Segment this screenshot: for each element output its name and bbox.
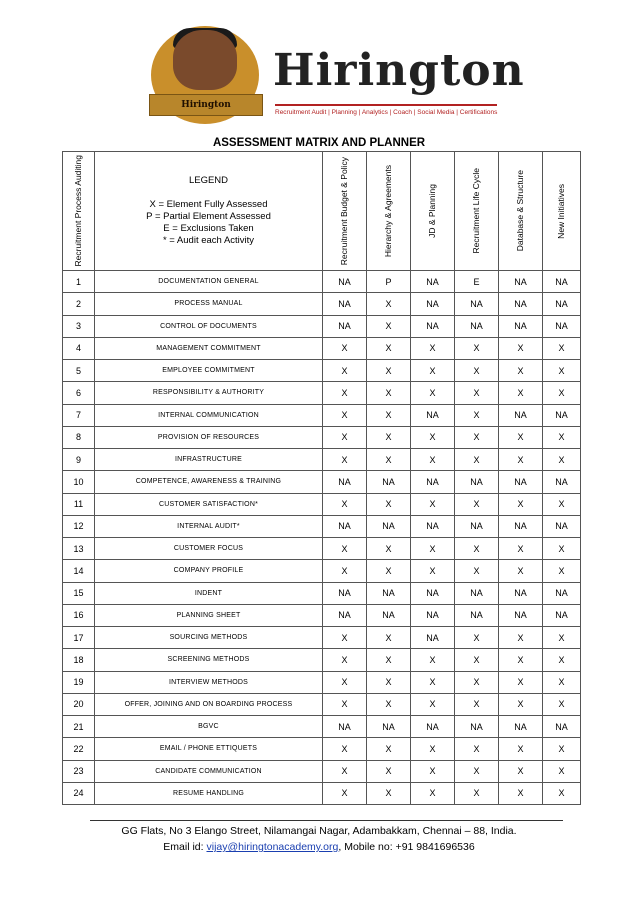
activity-name: PLANNING SHEET [95, 604, 323, 626]
assessment-cell: NA [323, 604, 367, 626]
assessment-cell: NA [455, 293, 499, 315]
assessment-cell: NA [455, 515, 499, 537]
assessment-cell: NA [323, 293, 367, 315]
table-row [63, 560, 581, 582]
row-number: 9 [63, 449, 95, 471]
row-number: 21 [63, 716, 95, 738]
assessment-cell: X [543, 671, 581, 693]
assessment-cell: NA [367, 716, 411, 738]
assessment-cell: X [411, 382, 455, 404]
assessment-cell: X [411, 782, 455, 804]
assessment-cell: X [367, 693, 411, 715]
table-row [63, 293, 581, 315]
legend-line: P = Partial Element Assessed [146, 211, 271, 222]
assessment-cell: X [323, 426, 367, 448]
footer-email-link[interactable]: vijay@hiringtonacademy.org [206, 841, 339, 853]
assessment-cell: X [367, 538, 411, 560]
assessment-cell: X [411, 337, 455, 359]
assessment-cell: X [411, 493, 455, 515]
row-number: 2 [63, 293, 95, 315]
activity-name: RESPONSIBILITY & AUTHORITY [95, 382, 323, 404]
table-row [63, 360, 581, 382]
column-header [323, 152, 367, 271]
assessment-cell: X [367, 760, 411, 782]
assessment-cell: X [367, 404, 411, 426]
table-row [63, 738, 581, 760]
assessment-cell: E [455, 271, 499, 293]
assessment-cell: X [455, 493, 499, 515]
assessment-cell: X [543, 360, 581, 382]
row-number: 5 [63, 360, 95, 382]
assessment-cell: X [367, 627, 411, 649]
assessment-cell: X [411, 360, 455, 382]
assessment-cell: NA [411, 716, 455, 738]
assessment-cell: X [367, 449, 411, 471]
assessment-cell: NA [323, 716, 367, 738]
table-row [63, 604, 581, 626]
table-row [63, 426, 581, 448]
assessment-cell: X [367, 671, 411, 693]
assessment-cell: NA [455, 471, 499, 493]
assessment-cell: NA [411, 471, 455, 493]
assessment-cell: NA [499, 293, 543, 315]
assessment-cell: NA [411, 582, 455, 604]
assessment-cell: X [411, 560, 455, 582]
table-row [63, 538, 581, 560]
row-number: 6 [63, 382, 95, 404]
column-header-label: Hierarchy & Agreements [383, 164, 393, 258]
assessment-cell: X [499, 538, 543, 560]
table-row [63, 582, 581, 604]
assessment-cell: X [455, 627, 499, 649]
assessment-cell: NA [411, 604, 455, 626]
assessment-cell: X [411, 693, 455, 715]
assessment-cell: NA [499, 404, 543, 426]
logo-tagline: Recruitment Audit | Planning | Analytics | Coach | Social Media | Certifications [275, 109, 498, 116]
column-header [543, 152, 581, 271]
row-number: 8 [63, 426, 95, 448]
assessment-cell: NA [543, 293, 581, 315]
assessment-cell: X [323, 693, 367, 715]
assessment-cell: X [543, 627, 581, 649]
row-number: 4 [63, 337, 95, 359]
assessment-cell: X [323, 738, 367, 760]
assessment-cell: NA [367, 515, 411, 537]
table-row [63, 716, 581, 738]
activity-name: INFRASTRUCTURE [95, 449, 323, 471]
assessment-cell: X [543, 382, 581, 404]
assessment-cell: X [323, 760, 367, 782]
corner-header-label: Recruitment Process Auditing [73, 155, 83, 267]
table-row [63, 271, 581, 293]
table-row [63, 515, 581, 537]
assessment-cell: X [455, 449, 499, 471]
assessment-cell: X [367, 738, 411, 760]
assessment-cell: X [499, 360, 543, 382]
assessment-cell: X [323, 493, 367, 515]
assessment-cell: X [543, 693, 581, 715]
matrix-body [63, 271, 581, 805]
assessment-cell: X [411, 671, 455, 693]
table-row [63, 493, 581, 515]
activity-name: EMAIL / PHONE ETTIQUETS [95, 738, 323, 760]
row-number: 3 [63, 315, 95, 337]
assessment-cell: X [323, 627, 367, 649]
column-header [499, 152, 543, 271]
assessment-cell: X [543, 560, 581, 582]
activity-name: INTERNAL AUDIT* [95, 515, 323, 537]
activity-name: INTERVIEW METHODS [95, 671, 323, 693]
assessment-matrix [62, 151, 581, 805]
assessment-cell: X [543, 426, 581, 448]
assessment-cell: X [411, 738, 455, 760]
row-number: 7 [63, 404, 95, 426]
table-row [63, 671, 581, 693]
document-title: ASSESSMENT MATRIX AND PLANNER [212, 137, 426, 149]
assessment-cell: NA [499, 604, 543, 626]
assessment-cell: X [411, 449, 455, 471]
table-row [63, 471, 581, 493]
assessment-cell: X [499, 760, 543, 782]
assessment-cell: NA [543, 716, 581, 738]
row-number: 16 [63, 604, 95, 626]
assessment-cell: NA [411, 293, 455, 315]
column-header-label: Database & Structure [515, 170, 525, 252]
assessment-cell: X [323, 782, 367, 804]
row-number: 17 [63, 627, 95, 649]
assessment-cell: NA [411, 627, 455, 649]
activity-name: EMPLOYEE COMMITMENT [95, 360, 323, 382]
assessment-cell: X [367, 293, 411, 315]
assessment-cell: NA [411, 315, 455, 337]
assessment-cell: X [455, 538, 499, 560]
assessment-cell: X [323, 404, 367, 426]
assessment-cell: X [455, 337, 499, 359]
table-row [63, 782, 581, 804]
activity-name: CANDIDATE COMMUNICATION [95, 760, 323, 782]
assessment-cell: X [455, 738, 499, 760]
activity-name: INDENT [95, 582, 323, 604]
row-number: 18 [63, 649, 95, 671]
assessment-cell: NA [543, 471, 581, 493]
assessment-cell: NA [499, 471, 543, 493]
assessment-cell: NA [499, 716, 543, 738]
row-number: 14 [63, 560, 95, 582]
assessment-cell: X [499, 738, 543, 760]
column-header-label: Recruitment Budget & Policy [339, 156, 349, 266]
assessment-cell: NA [499, 315, 543, 337]
assessment-cell: X [323, 671, 367, 693]
assessment-cell: X [543, 493, 581, 515]
assessment-cell: NA [455, 604, 499, 626]
assessment-cell: X [323, 449, 367, 471]
activity-name: CONTROL OF DOCUMENTS [95, 315, 323, 337]
activity-name: SOURCING METHODS [95, 627, 323, 649]
row-number: 13 [63, 538, 95, 560]
assessment-cell: NA [543, 604, 581, 626]
assessment-cell: X [455, 360, 499, 382]
assessment-cell: X [323, 560, 367, 582]
column-header [455, 152, 499, 271]
row-number: 11 [63, 493, 95, 515]
assessment-cell: NA [367, 582, 411, 604]
assessment-cell: NA [543, 315, 581, 337]
legend-cell [95, 152, 323, 271]
assessment-cell: NA [455, 315, 499, 337]
assessment-cell: X [455, 649, 499, 671]
assessment-cell: X [455, 693, 499, 715]
assessment-cell: X [367, 315, 411, 337]
assessment-cell: X [499, 782, 543, 804]
table-row [63, 315, 581, 337]
footer-email-label: Email id: [163, 841, 207, 853]
assessment-cell: X [323, 649, 367, 671]
assessment-cell: NA [499, 271, 543, 293]
row-number: 23 [63, 760, 95, 782]
activity-name: INTERNAL COMMUNICATION [95, 404, 323, 426]
legend [95, 175, 322, 247]
legend-line: * = Audit each Activity [162, 235, 255, 246]
assessment-cell: NA [455, 716, 499, 738]
logo-wordmark: Hirington [273, 45, 525, 96]
assessment-cell: X [543, 760, 581, 782]
assessment-cell: NA [367, 604, 411, 626]
assessment-cell: X [455, 560, 499, 582]
logo-medal-banner: Hirington [149, 94, 263, 116]
activity-name: BGVC [95, 716, 323, 738]
logo-portrait [173, 30, 237, 90]
table-row [63, 693, 581, 715]
column-header-label: JD & Planning [427, 184, 437, 238]
assessment-cell: X [543, 449, 581, 471]
assessment-cell: X [499, 493, 543, 515]
assessment-cell: NA [323, 582, 367, 604]
assessment-cell: X [367, 426, 411, 448]
assessment-cell: X [323, 337, 367, 359]
row-number: 22 [63, 738, 95, 760]
assessment-cell: X [499, 560, 543, 582]
corner-header [63, 152, 95, 271]
activity-name: PROCESS MANUAL [95, 293, 323, 315]
footer-address: GG Flats, No 3 Elango Street, Nilamangai Nagar, Adambakkam, Chennai – 88, India. [121, 825, 517, 837]
legend-line: X = Element Fully Assessed [149, 199, 268, 210]
activity-name: MANAGEMENT COMMITMENT [95, 337, 323, 359]
assessment-cell: X [499, 426, 543, 448]
table-row [63, 382, 581, 404]
assessment-cell: X [499, 693, 543, 715]
assessment-cell: X [543, 782, 581, 804]
assessment-cell: X [543, 738, 581, 760]
column-header [411, 152, 455, 271]
assessment-cell: NA [323, 471, 367, 493]
assessment-cell: X [499, 649, 543, 671]
assessment-cell: NA [455, 582, 499, 604]
assessment-cell: X [367, 360, 411, 382]
assessment-cell: NA [543, 515, 581, 537]
assessment-cell: X [367, 782, 411, 804]
assessment-cell: X [543, 649, 581, 671]
table-row [63, 760, 581, 782]
activity-name: COMPETENCE, AWARENESS & TRAINING [95, 471, 323, 493]
activity-name: CUSTOMER FOCUS [95, 538, 323, 560]
assessment-cell: X [367, 337, 411, 359]
assessment-cell: X [543, 538, 581, 560]
activity-name: PROVISION OF RESOURCES [95, 426, 323, 448]
table-row [63, 404, 581, 426]
assessment-cell: NA [323, 515, 367, 537]
footer-contact [0, 841, 638, 853]
row-number: 10 [63, 471, 95, 493]
assessment-cell: X [455, 426, 499, 448]
assessment-cell: P [367, 271, 411, 293]
assessment-cell: NA [323, 271, 367, 293]
assessment-cell: NA [499, 582, 543, 604]
assessment-cell: X [411, 760, 455, 782]
row-number: 12 [63, 515, 95, 537]
row-number: 15 [63, 582, 95, 604]
hirington-logo [143, 20, 525, 130]
assessment-cell: X [499, 382, 543, 404]
assessment-cell: X [411, 426, 455, 448]
assessment-cell: NA [367, 471, 411, 493]
table-row [63, 627, 581, 649]
assessment-cell: X [455, 404, 499, 426]
assessment-cell: X [499, 337, 543, 359]
assessment-cell: NA [543, 582, 581, 604]
assessment-cell: X [499, 671, 543, 693]
table-row [63, 449, 581, 471]
assessment-cell: NA [411, 404, 455, 426]
assessment-cell: X [411, 538, 455, 560]
activity-name: CUSTOMER SATISFACTION* [95, 493, 323, 515]
column-header-label: New Initiatives [556, 183, 566, 239]
activity-name: RESUME HANDLING [95, 782, 323, 804]
assessment-cell: NA [543, 404, 581, 426]
activity-name: COMPANY PROFILE [95, 560, 323, 582]
activity-name: SCREENING METHODS [95, 649, 323, 671]
assessment-cell: X [367, 382, 411, 404]
activity-name: DOCUMENTATION GENERAL [95, 271, 323, 293]
assessment-cell: X [411, 649, 455, 671]
row-number: 24 [63, 782, 95, 804]
logo-rule [275, 104, 497, 106]
assessment-cell: X [323, 538, 367, 560]
assessment-cell: NA [499, 515, 543, 537]
footer-mobile: , Mobile no: +91 9841696536 [338, 841, 475, 853]
row-number: 20 [63, 693, 95, 715]
activity-name: OFFER, JOINING AND ON BOARDING PROCESS [95, 693, 323, 715]
legend-line: E = Exclusions Taken [163, 223, 254, 234]
assessment-cell: X [367, 649, 411, 671]
assessment-cell: X [323, 360, 367, 382]
assessment-cell: NA [543, 271, 581, 293]
assessment-cell: X [367, 560, 411, 582]
matrix-header-row [63, 152, 581, 271]
column-header [367, 152, 411, 271]
assessment-cell: X [455, 782, 499, 804]
assessment-cell: X [455, 382, 499, 404]
assessment-cell: X [455, 760, 499, 782]
row-number: 19 [63, 671, 95, 693]
assessment-cell: X [367, 493, 411, 515]
assessment-cell: NA [411, 515, 455, 537]
assessment-cell: X [499, 449, 543, 471]
footer-divider [90, 820, 563, 821]
legend-title: LEGEND [188, 175, 229, 186]
row-number: 1 [63, 271, 95, 293]
assessment-cell: NA [411, 271, 455, 293]
assessment-cell: X [543, 337, 581, 359]
assessment-cell: NA [323, 315, 367, 337]
assessment-cell: X [455, 671, 499, 693]
assessment-cell: X [499, 627, 543, 649]
table-row [63, 649, 581, 671]
table-row [63, 337, 581, 359]
column-header-label: Recruitment Life Cycle [471, 168, 481, 254]
assessment-cell: X [323, 382, 367, 404]
